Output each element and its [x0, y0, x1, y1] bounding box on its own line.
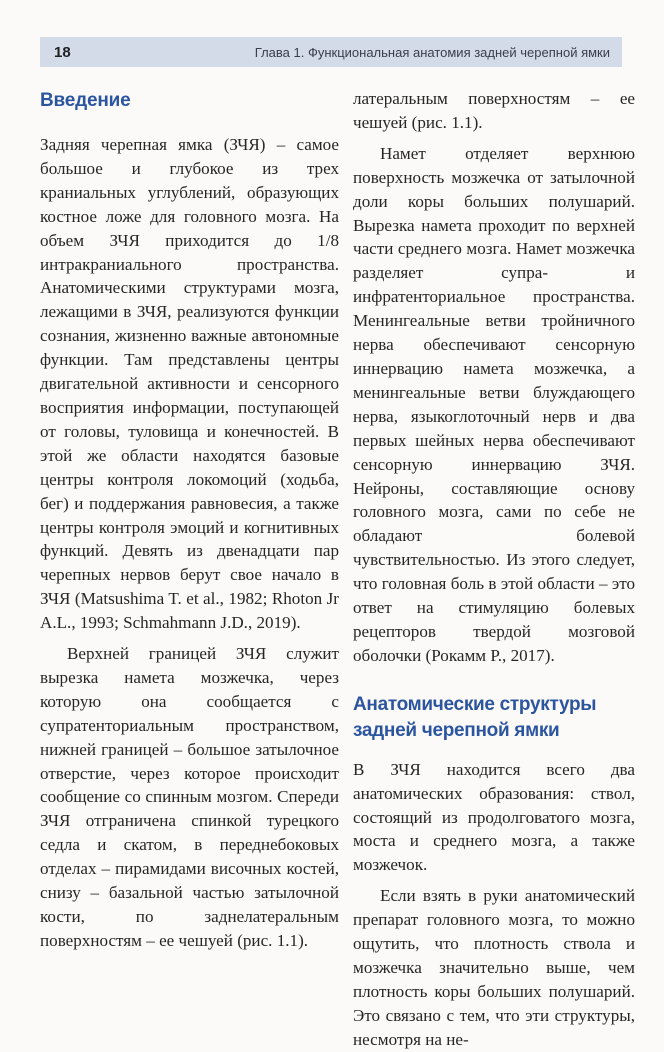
paragraph-density: Если взять в руки анатомический препарат головного мозга, то можно ощутить, что плотность ствола и мозжечка значительно выше, чем плотность коры больших полушарий. Это связано с тем, что эти структуры, несмотря на не- — [353, 886, 635, 1049]
page-number: 18 — [54, 43, 71, 61]
running-head: Глава 1. Функциональная анатомия задней черепной ямки — [254, 44, 610, 60]
left-column — [40, 85, 339, 953]
section-heading-intro: Введение — [40, 90, 131, 111]
paragraph-boundaries: Верхней границей ЗЧЯ служит вырезка намета мозжечка, через которую она сообщается с супратенториальным пространством, нижней границей – большое затылочное отверстие, через которое происходит сообщение со спинным мозгом. Спереди ЗЧЯ отграничена спинкой турецкого седла и скатом, в переднебоковых отделах – пирамидами височных костей, снизу – базальной частью затылочной кости, по заднелатеральным поверхностям – ее чешуей (рис. 1.1). — [40, 644, 339, 950]
paragraph-namet: Намет отделяет верхнюю поверхность мозжечка от затылочной доли коры больших полушарий. Вырезка намета проходит по верхней части среднего мозга. Намет мозжечка разделяет супра- и инфратенториальное пространства. Менингеальные ветви тройничного нерва обеспечивают сенсорную иннервацию намета мозжечка, а менингеальные ветви блуждающего нерва, языкоглоточный нерв и два первых шейных нерва обеспечивают сенсорную иннервацию ЗЧЯ. Нейроны, составляющие основу головного мозга, сами по себе не обладают болевой чувствительностью. Из этого следует, что головная боль в этой области – это ответ на стимуляцию болевых рецепторов твердой мозговой оболочки (Рокамм Р., 2017). — [353, 143, 635, 665]
paragraph-intro: Задняя черепная ямка (ЗЧЯ) – самое большое и глубокое из трех краниальных углублений, образующих костное ложе для головного мозга. На объем ЗЧЯ приходится до 1/8 интракраниального пространства. Анатомическими структурами мозга, лежащими в ЗЧЯ, реализуются функции сознания, жизненно важные автономные функции. Там представлены центры двигательной активности и сенсорного восприятия информации, поступающей от головы, туловища и конечностей. В этой же области находятся базовые центры контроля локомоций (ходьба, бег) и поддержания равновесия, а также центры контроля эмоций и когнитивных функций. Девять из двенадцати пар черепных нервов берут свое начало в ЗЧЯ (Matsushima T. et al., 1982; Rhoton Jr A.L., 1993; Schmahmann J.D., 2019). — [40, 135, 339, 633]
paragraph-continuation: латеральным поверхностям – ее чешуей (рис. 1.1). — [353, 89, 635, 132]
section-heading-structures: Анатомические структуры задней черепной ямки — [353, 693, 597, 741]
page-header — [40, 37, 622, 67]
paragraph-structures: В ЗЧЯ находится всего два анатомических образования: ствол, состоящий из продолговатого мозга, моста и среднего мозга, а также мозжечок. — [353, 759, 635, 875]
right-column — [353, 87, 635, 1052]
